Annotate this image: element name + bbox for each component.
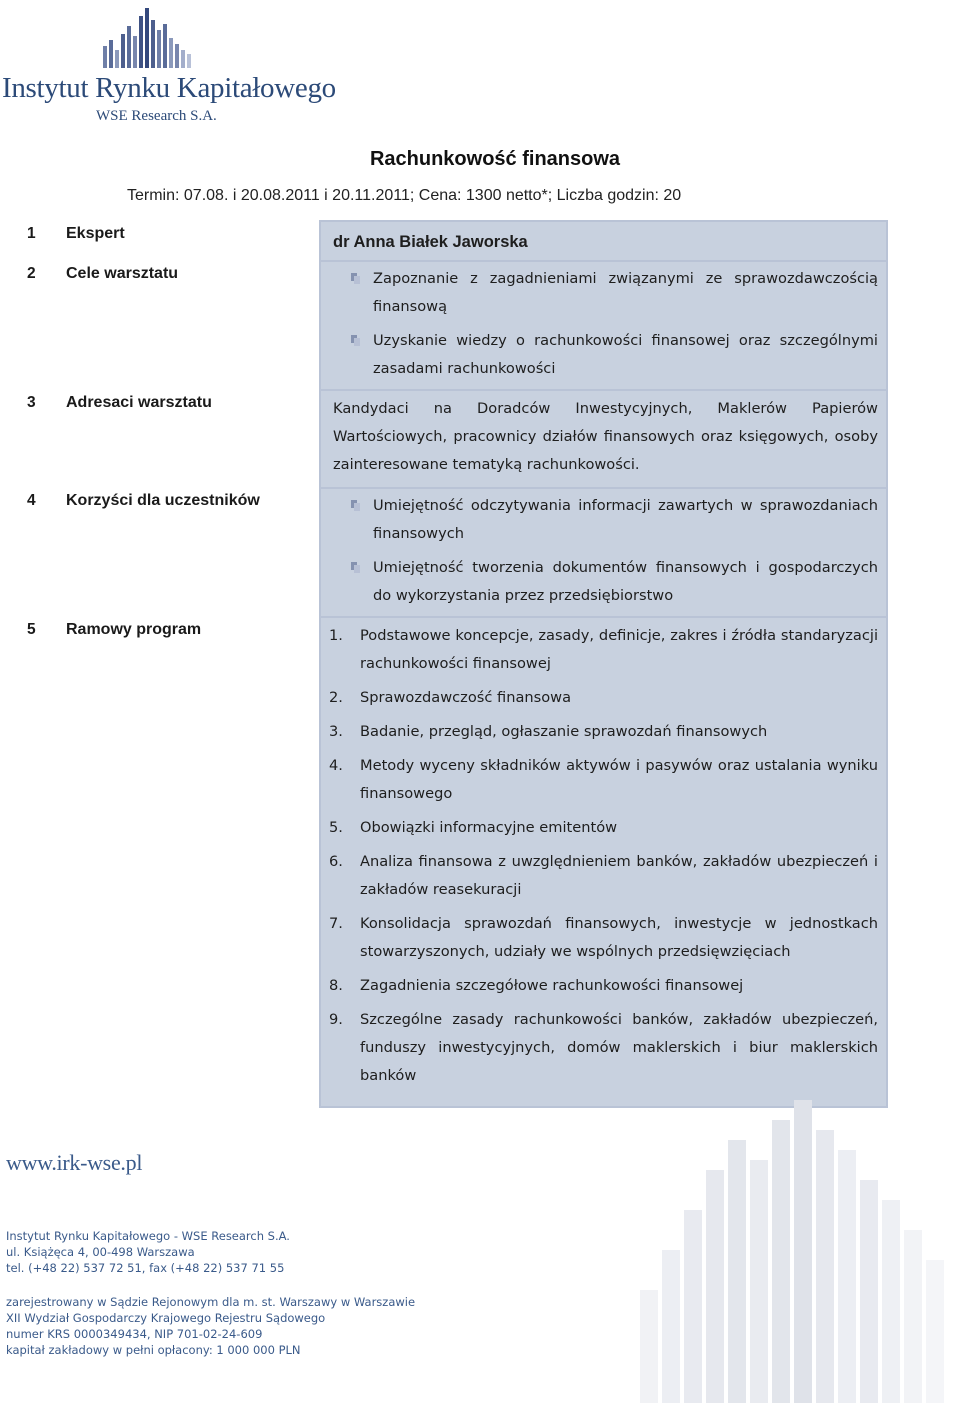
- table-row: [8, 221, 887, 261]
- list-item: 1. Podstawowe koncepcje, zasady, definicje, zakres i źródła standaryzacji rachunkowości finansowej: [329, 627, 878, 672]
- list-item: 9. Szczególne zasady rachunkowości banków, zakładów ubezpieczeń, funduszy inwestycyjnych, domów maklerskich i biur maklerskich banków: [329, 1011, 878, 1084]
- footer-address: ul. Książęca 4, 00-498 Warszawa: [6, 1245, 195, 1259]
- footer-website[interactable]: www.irk-wse.pl: [6, 1150, 143, 1175]
- audience-text: Kandydaci na Doradców Inwestycyjnych, Maklerów Papierów Wartościowych, pracownicy działów finansowych oraz księgowych, osoby zainteresowane tematyką rachunkowości.: [333, 400, 878, 473]
- footer-company: Instytut Rynku Kapitałowego - WSE Research S.A.: [6, 1229, 290, 1243]
- logo: [0, 0, 336, 130]
- bullet-icon: [351, 273, 360, 284]
- row-number: 3: [27, 394, 36, 411]
- row-label: Cele warsztatu: [66, 265, 179, 282]
- logo-bars-graphic: [95, 6, 205, 68]
- footer-bars-graphic: [640, 1100, 960, 1403]
- footer-krs: numer KRS 0000349434, NIP 701-02-24-609: [6, 1327, 263, 1341]
- list-item: 5. Obowiązki informacyjne emitentów: [329, 819, 618, 836]
- row-number: 5: [27, 621, 36, 638]
- footer-contact: [6, 1228, 290, 1276]
- row-content: [320, 261, 887, 390]
- expert-name: dr Anna Białek Jaworska: [333, 233, 528, 251]
- list-item: 6. Analiza finansowa z uwzględnieniem banków, zakładów ubezpieczeń i zakładów reasekuracji: [329, 853, 878, 898]
- footer-phone: tel. (+48 22) 537 72 51, fax (+48 22) 537 71 55: [6, 1261, 285, 1275]
- footer-capital: kapitał zakładowy w pełni opłacony: 1 000 000 PLN: [6, 1343, 301, 1357]
- list-item: 8. Zagadnienia szczegółowe rachunkowości finansowej: [329, 977, 744, 994]
- logo-title: Instytut Rynku Kapitałowego: [2, 72, 336, 104]
- document-title: Rachunkowość finansowa: [369, 148, 621, 170]
- footer-registered: zarejestrowany w Sądzie Rejonowym dla m. st. Warszawy w Warszawie: [6, 1295, 416, 1309]
- row-label: Adresaci warsztatu: [66, 394, 212, 411]
- row-content: [320, 617, 887, 1107]
- goals-list: [321, 262, 886, 389]
- program-list: [321, 618, 886, 1106]
- course-meta: Termin: 07.08. i 20.08.2011 i 20.11.2011; Cena: 1300 netto*; Liczba godzin: 20: [127, 187, 682, 204]
- list-item: Zapoznanie z zagadnieniami związanymi ze sprawozdawczością finansową: [351, 265, 878, 321]
- list-item: 7. Konsolidacja sprawozdań finansowych, inwestycje w jednostkach stowarzyszonych, udziały we wspólnych przedsięwzięciach: [329, 915, 878, 960]
- bullet-icon: [351, 500, 360, 511]
- benefits-list: [321, 489, 886, 616]
- row-label: Ramowy program: [66, 621, 202, 638]
- bullet-icon: [351, 562, 360, 573]
- row-number: 1: [27, 225, 36, 242]
- row-content: [320, 221, 887, 261]
- row-content: [320, 390, 887, 488]
- table-row: [8, 261, 887, 390]
- row-number: 2: [27, 265, 36, 282]
- table-row: [8, 488, 887, 617]
- list-item: Umiejętność tworzenia dokumentów finansowych i gospodarczych do wykorzystania przez przedsiębiorstwo: [351, 554, 878, 610]
- row-label: Korzyści dla uczestników: [66, 492, 260, 509]
- table-row: [8, 390, 887, 488]
- list-item: Uzyskanie wiedzy o rachunkowości finansowej oraz szczególnymi zasadami rachunkowości: [351, 327, 878, 383]
- course-table: [8, 220, 888, 1108]
- footer-registration: [6, 1294, 415, 1358]
- list-item: 3. Badanie, przegląd, ogłaszanie sprawozdań finansowych: [329, 723, 768, 740]
- footer-court: XII Wydział Gospodarczy Krajowego Rejestru Sądowego: [6, 1311, 326, 1325]
- row-content: [320, 488, 887, 617]
- list-item: 2. Sprawozdawczość finansowa: [329, 689, 572, 706]
- row-number: 4: [27, 492, 36, 509]
- bullet-icon: [351, 335, 360, 346]
- list-item: Umiejętność odczytywania informacji zawartych w sprawozdaniach finansowych: [351, 492, 878, 548]
- list-item: 4. Metody wyceny składników aktywów i pasywów oraz ustalania wyniku finansowego: [329, 757, 878, 802]
- table-row: [8, 617, 887, 1107]
- row-label: Ekspert: [66, 225, 125, 242]
- logo-subtitle: WSE Research S.A.: [96, 108, 217, 124]
